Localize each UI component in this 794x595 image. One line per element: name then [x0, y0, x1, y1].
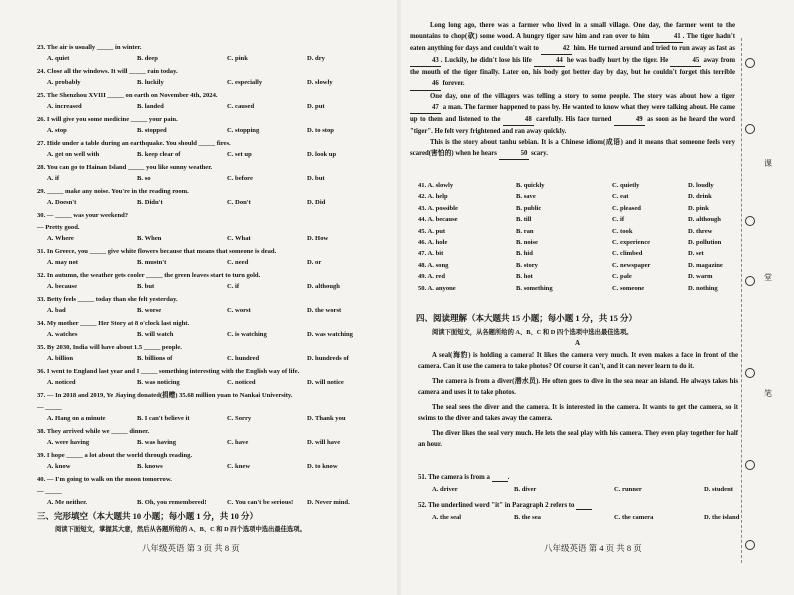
option-a: A. driver: [432, 486, 458, 493]
question-stem: 33. Betty feels _____ today than she felt yesterday.: [37, 296, 178, 303]
option-b: B. Didn't: [137, 199, 163, 206]
option-a: 44. A. because: [418, 216, 458, 224]
option-b: B. stopped: [137, 127, 167, 134]
option-d: D. Did: [307, 199, 326, 206]
option-a: 48. A. song: [418, 261, 449, 269]
option-b: B. something: [516, 284, 553, 292]
option-c: C. knew: [227, 463, 251, 470]
question-stem: — _____: [37, 488, 62, 495]
option-d: D. slowly: [307, 79, 333, 86]
option-a: A. Where: [47, 235, 74, 242]
option-c: C. took: [612, 227, 633, 235]
option-b: B. knows: [137, 463, 163, 470]
option-a: 50. A. anyone: [418, 284, 456, 292]
option-b: B. will watch: [137, 331, 174, 338]
binding-hole: [745, 368, 755, 378]
option-d: D. put: [307, 103, 325, 110]
reading-passage: [418, 350, 738, 454]
option-b: B. When: [137, 235, 162, 242]
question-stem: — _____: [37, 404, 62, 411]
option-b: B. so: [137, 175, 151, 182]
section-instructions: 阅读下面短文，掌握其大意，然后从各题所给的 A、B、C 和 D 四个选项中选出最佳选项。: [55, 526, 306, 533]
option-d: D. or: [307, 259, 322, 266]
question-stem: 27. Hide under a table during an earthquake. You should _____ fires.: [37, 140, 231, 147]
option-a: 45. A. put: [418, 227, 446, 235]
option-d: D. Thank you: [307, 415, 346, 422]
option-b: B. worse: [137, 307, 162, 314]
option-d: D. threw: [688, 227, 713, 235]
option-d: D. although: [307, 283, 340, 290]
question-stem: 24. Close all the windows. It will _____ rain today.: [37, 68, 178, 75]
option-b: B. keep clear of: [137, 151, 181, 158]
option-c: C. noticed: [227, 379, 256, 386]
option-a: A. increased: [47, 103, 82, 110]
option-c: C. You can't be serious!: [227, 499, 294, 506]
binding-hole: [745, 58, 755, 68]
question-stem: 23. The air is usually _____ in winter.: [37, 44, 142, 51]
option-d: D. nothing: [688, 284, 718, 292]
option-c: C. need: [227, 259, 249, 266]
option-b: B. Oh, you remembered!: [137, 499, 207, 506]
option-a: A. know: [47, 463, 71, 470]
option-d: D. to stop: [307, 127, 334, 134]
option-b: B. landed: [137, 103, 164, 110]
option-d: D. pollution: [688, 239, 722, 246]
cloze-passage: [410, 20, 735, 160]
reading-question: 52. The underlined word "it" in Paragraph 2 refers to: [418, 502, 592, 510]
page-footer: 八年级英语 第 3 页 共 8 页: [142, 543, 240, 553]
option-c: C. Sorry: [227, 415, 252, 422]
option-a: 47. A. bit: [418, 250, 444, 258]
question-stem: 40. — I'm going to walk on the moon tomorrow.: [37, 476, 172, 483]
option-b: B. diver: [514, 486, 537, 493]
question-stem: 29. _____ make any noise. You're in the reading room.: [37, 188, 189, 195]
option-c: C. eat: [612, 193, 629, 201]
cloze-paragraph: One day, one of the villagers was telling a story to some people. The story was about how a tiger 47 a man. The farmer happened to pass by. He wanted to know what they were talking about. He came up to them and listened to the 48 carefully. His face turned 49 as soon as he heard the word "tiger". He felt very frightened and ran away quickly.: [410, 92, 735, 135]
option-c: C. hundred: [227, 355, 260, 362]
question-stem: — Pretty good.: [37, 224, 80, 231]
option-c: C. What: [227, 235, 251, 242]
option-c: C. stopping: [227, 127, 260, 134]
option-d: D. student: [704, 486, 733, 493]
option-a: A. probably: [47, 79, 81, 86]
option-a: A. if: [47, 175, 60, 182]
question-stem: 38. They arrived while we _____ dinner.: [37, 428, 150, 435]
option-c: C. pleased: [612, 204, 641, 212]
option-b: B. ran: [516, 227, 534, 235]
binding-line: [741, 38, 743, 563]
option-a: 43. A. possible: [418, 204, 458, 212]
question-stem: 25. The Shenzhou XVIII _____ on earth on November 4th, 2024.: [37, 92, 218, 99]
binding-hole: [745, 124, 755, 134]
question-stem: 39. I hope _____ a lot about the world through reading.: [37, 452, 193, 459]
option-d: D. set: [688, 250, 704, 258]
option-b: B. public: [516, 204, 542, 212]
option-b: B. was having: [137, 439, 177, 446]
option-c: C. if: [227, 283, 240, 290]
option-c: C. worst: [227, 307, 251, 314]
page-footer: 八年级英语 第 4 页 共 8 页: [544, 543, 642, 553]
option-b: B. I can't believe it: [137, 415, 190, 422]
option-d: D. drink: [688, 193, 712, 201]
option-a: 42. A. help: [418, 193, 448, 201]
option-a: A. the seal: [432, 514, 462, 521]
option-b: B. noise: [516, 239, 538, 246]
cloze-paragraph: Long long ago, there was a farmer who lived in a small village. One day, the farmer went to the mountains to chop(砍) some wood. A hungry tiger saw him and ran over to him 41 . The tiger hadn't eaten anything for days and couldn't wait to 42 him. He turned around and tried to run away as fast as 43 . Luckily, he didn't lose his life 44 he was badly hurt by the tiger. He 45 away from the mouth of the tiger finally. Later on, his body got better day by day, but he couldn't forget this terrible 46 forever.: [410, 20, 735, 91]
option-c: C. pink: [227, 55, 248, 62]
option-d: D. dry: [307, 55, 325, 62]
option-b: B. was noticing: [137, 379, 180, 386]
option-d: D. Never mind.: [307, 499, 350, 506]
option-a: 46. A. hole: [418, 239, 448, 246]
option-b: B. till: [516, 216, 532, 224]
option-a: A. quiet: [47, 55, 70, 62]
question-stem: 36. I went to England last year and I _____ something interesting with the English way of life.: [37, 368, 300, 375]
option-b: B. luckily: [137, 79, 164, 86]
option-d: D. although: [688, 216, 721, 224]
option-b: B. the sea: [514, 514, 541, 521]
option-a: A. bad: [47, 307, 66, 314]
option-c: C. experience: [612, 239, 651, 246]
question-stem: 32. In autumn, the weather gets cooler _____ the green leaves start to turn gold.: [37, 272, 261, 279]
option-d: D. loudly: [688, 182, 714, 189]
option-b: B. hid: [516, 250, 533, 258]
binding-hole: [745, 216, 755, 226]
cloze-paragraph: This is the story about tanhu sebian. It is a Chinese idiom(成语) and it means that someone feels very scared(害怕的) when he hears 50 scary.: [410, 137, 735, 160]
option-c: C. have: [227, 439, 249, 446]
question-stem: 31. In Greece, you _____ give white flowers because that means that someone is dead.: [37, 248, 277, 255]
section-title-reading: 四、阅读理解（本大题共 15 小题；每小题 1 分，共 15 分）: [416, 313, 638, 323]
option-a: 41. A. slowly: [418, 182, 454, 189]
option-d: D. but: [307, 175, 325, 182]
option-a: A. may not: [47, 259, 78, 266]
option-a: A. because: [47, 283, 78, 290]
option-c: C. someone: [612, 284, 645, 292]
option-b: B. but: [137, 283, 155, 290]
option-c: C. climbed: [612, 250, 643, 258]
option-c: C. set up: [227, 151, 252, 158]
option-c: C. before: [227, 175, 253, 182]
section-instructions: 阅读下面短文，从各题所给的 A、B、C 和 D 四个选项中选出最佳选项。: [432, 329, 633, 336]
reading-question: 51. The camera is from a .: [418, 474, 510, 481]
option-c: C. is watching: [227, 331, 267, 338]
question-stem: 37. — In 2018 and 2019, Ye Jiaying donated(捐赠) 35.68 million yuan to Nankai University.: [37, 392, 293, 399]
option-b: B. story: [516, 261, 538, 269]
option-c: C. the camera: [614, 514, 654, 521]
option-b: B. quickly: [516, 182, 545, 189]
option-d: D. warm: [688, 273, 713, 281]
page-divider: [397, 0, 401, 595]
option-c: C. quietly: [612, 182, 640, 189]
option-d: D. look up: [307, 151, 337, 158]
binding-hole: [745, 540, 755, 550]
option-c: C. newspaper: [612, 261, 651, 269]
option-b: B. save: [516, 193, 536, 201]
option-b: B. deep: [137, 55, 158, 62]
option-c: C. caused: [227, 103, 255, 110]
option-a: A. noticed: [47, 379, 76, 386]
option-d: D. pink: [688, 204, 709, 212]
question-stem: 34. My mother _____ Her Story at 8 o'clock last night.: [37, 320, 190, 327]
reading-paragraph: A seal(海豹) is holding a camera! It likes the camera very much. It even makes a face in front of the camera. Can it use the camera to take photos? Of course it can't, and it can never learn to do it.: [418, 352, 738, 370]
option-c: C. especially: [227, 79, 263, 86]
option-b: B. mustn't: [137, 259, 167, 266]
option-d: D. the island: [704, 514, 740, 521]
option-d: D. was watching: [307, 331, 353, 338]
binding-hole: [745, 276, 755, 286]
option-d: D. will notice: [307, 379, 344, 386]
binding-hole: [745, 460, 755, 470]
option-a: A. Hang on a minute: [47, 415, 106, 422]
option-a: A. Doesn't: [47, 199, 77, 206]
question-stem: 30. — _____ was your weekend?: [37, 212, 129, 219]
reading-paragraph: The camera is from a diver(潜水员). He often goes to dive in the sea near an island. He always takes his camera and uses it to take photos.: [418, 378, 738, 396]
option-a: A. stop: [47, 127, 67, 134]
option-b: B. hot: [516, 273, 533, 281]
question-stem: 28. You can go to Hainan Island _____ you like sunny weather.: [37, 164, 213, 171]
passage-label: A: [575, 339, 581, 347]
option-d: D. hundreds of: [307, 355, 349, 362]
margin-label: 笔: [764, 389, 772, 398]
option-a: A. were having: [47, 439, 90, 446]
option-a: A. watches: [47, 331, 78, 338]
margin-label: 课: [764, 159, 772, 168]
option-d: D. to know: [307, 463, 338, 470]
question-stem: 35. By 2030, India will have about 1.5 _____ people.: [37, 344, 182, 351]
option-b: B. billions of: [137, 355, 173, 362]
option-d: D. How: [307, 235, 329, 242]
option-d: D. will have: [307, 439, 341, 446]
section-title-cloze: 三、完形填空（本大题共 10 小题；每小题 1 分，共 10 分）: [37, 511, 259, 521]
option-c: C. Don't: [227, 199, 251, 206]
reading-paragraph: The seal sees the diver and the camera. It is interested in the camera. It wants to get the camera, so it swims to the diver and takes away the camera.: [418, 404, 738, 422]
option-d: D. the worst: [307, 307, 342, 314]
option-c: C. pale: [612, 273, 632, 281]
question-stem: 26. I will give you some medicine _____ your pain.: [37, 116, 178, 123]
option-a: 49. A. red: [418, 273, 445, 281]
option-c: C. if: [612, 216, 625, 224]
option-a: A. get on well with: [47, 151, 100, 158]
option-d: D. magazine: [688, 261, 723, 269]
option-c: C. runner: [614, 486, 642, 493]
option-a: A. Me neither.: [47, 499, 88, 506]
option-a: A. billion: [47, 355, 74, 362]
reading-paragraph: The diver likes the seal very much. He lets the seal play with his camera. They even play together for half an hour.: [418, 430, 738, 448]
margin-label: 堂: [764, 273, 772, 282]
